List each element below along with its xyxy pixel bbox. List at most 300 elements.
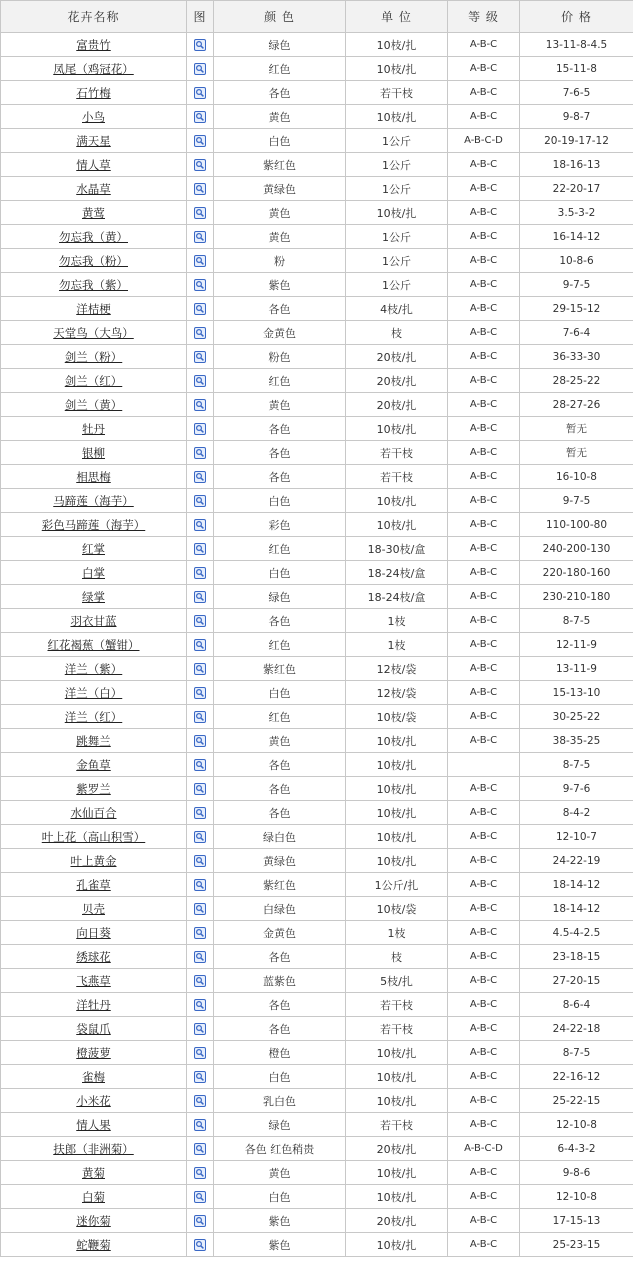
flower-name-link[interactable]: 洋兰（红）: [64, 709, 123, 724]
table-row: [1, 729, 633, 753]
unit-cell: 10枝/扎: [346, 57, 448, 81]
grade-cell: A-B-C: [448, 513, 520, 537]
image-cell: [187, 225, 214, 249]
flower-name-link[interactable]: 绣球花: [76, 949, 111, 964]
magnifier-icon[interactable]: [194, 663, 206, 675]
magnifier-icon[interactable]: [194, 351, 206, 363]
flower-name-link[interactable]: 飞燕草: [76, 973, 111, 988]
flower-name-link[interactable]: 迷你菊: [76, 1213, 111, 1228]
magnifier-icon[interactable]: [194, 303, 206, 315]
price-cell: 12-11-9: [520, 633, 633, 657]
unit-cell: 若干枝: [346, 441, 448, 465]
flower-name-cell: [1, 1113, 187, 1137]
flower-name-link[interactable]: 凤尾（鸡冠花）: [53, 61, 134, 76]
magnifier-icon[interactable]: [194, 951, 206, 963]
magnifier-icon[interactable]: [194, 1239, 206, 1251]
table-row: [1, 57, 633, 81]
magnifier-icon[interactable]: [194, 1047, 206, 1059]
color-cell: 绿色: [214, 1113, 346, 1137]
flower-name-link[interactable]: 黄莺: [82, 205, 105, 220]
image-cell: [187, 849, 214, 873]
flower-name-link[interactable]: 洋桔梗: [76, 301, 111, 316]
unit-cell: 10枝/扎: [346, 1041, 448, 1065]
price-cell: 7-6-4: [520, 321, 633, 345]
flower-name-cell: [1, 297, 187, 321]
flower-name-link[interactable]: 黄菊: [82, 1165, 105, 1180]
flower-name-cell: [1, 729, 187, 753]
flower-name-link[interactable]: 叶上花（高山积雪）: [41, 829, 146, 844]
image-cell: [187, 1185, 214, 1209]
table-row: [1, 489, 633, 513]
color-cell: 白色: [214, 561, 346, 585]
color-cell: 各色: [214, 609, 346, 633]
unit-cell: 20枝/扎: [346, 1209, 448, 1233]
image-cell: [187, 753, 214, 777]
color-cell: 黄色: [214, 201, 346, 225]
magnifier-icon[interactable]: [194, 87, 206, 99]
image-cell: [187, 489, 214, 513]
table-row: [1, 609, 633, 633]
unit-cell: 10枝/扎: [346, 777, 448, 801]
table-row: [1, 657, 633, 681]
magnifier-icon[interactable]: [194, 423, 206, 435]
price-cell: 24-22-19: [520, 849, 633, 873]
table-row: [1, 801, 633, 825]
flower-name-link[interactable]: 剑兰（粉）: [64, 349, 123, 364]
color-cell: 各色: [214, 81, 346, 105]
magnifier-icon[interactable]: [194, 735, 206, 747]
flower-name-link[interactable]: 紫罗兰: [76, 781, 111, 796]
flower-name-cell: [1, 57, 187, 81]
flower-name-cell: [1, 1089, 187, 1113]
flower-name-link[interactable]: 洋牡丹: [76, 997, 111, 1012]
image-cell: [187, 945, 214, 969]
price-cell: 12-10-8: [520, 1185, 633, 1209]
flower-name-cell: [1, 801, 187, 825]
flower-name-link[interactable]: 石竹梅: [76, 85, 111, 100]
table-row: [1, 273, 633, 297]
flower-name-link[interactable]: 袋鼠爪: [76, 1021, 111, 1036]
grade-cell: A-B-C: [448, 1113, 520, 1137]
price-cell: 12-10-7: [520, 825, 633, 849]
magnifier-icon[interactable]: [194, 39, 206, 51]
color-cell: 各色: [214, 465, 346, 489]
image-cell: [187, 57, 214, 81]
unit-cell: 枝: [346, 321, 448, 345]
image-cell: [187, 513, 214, 537]
price-cell: 暂无: [520, 417, 633, 441]
unit-cell: 5枝/扎: [346, 969, 448, 993]
grade-cell: A-B-C: [448, 1161, 520, 1185]
image-cell: [187, 129, 214, 153]
price-cell: 29-15-12: [520, 297, 633, 321]
image-cell: [187, 825, 214, 849]
magnifier-icon[interactable]: [194, 783, 206, 795]
table-row: [1, 369, 633, 393]
flower-name-link[interactable]: 橙菠萝: [76, 1045, 111, 1060]
color-cell: 紫色: [214, 1209, 346, 1233]
flower-name-cell: [1, 1017, 187, 1041]
color-cell: 各色: [214, 417, 346, 441]
magnifier-icon[interactable]: [194, 1191, 206, 1203]
flower-name-cell: [1, 681, 187, 705]
magnifier-icon[interactable]: [194, 159, 206, 171]
price-cell: 22-16-12: [520, 1065, 633, 1089]
magnifier-icon[interactable]: [194, 807, 206, 819]
color-cell: 金黄色: [214, 921, 346, 945]
magnifier-icon[interactable]: [194, 375, 206, 387]
unit-cell: 1公斤: [346, 249, 448, 273]
table-row: [1, 201, 633, 225]
table-row: [1, 345, 633, 369]
flower-name-link[interactable]: 蛇鞭菊: [76, 1237, 111, 1252]
color-cell: 金黄色: [214, 321, 346, 345]
flower-name-cell: [1, 993, 187, 1017]
grade-cell: A-B-C: [448, 297, 520, 321]
image-cell: [187, 921, 214, 945]
grade-cell: A-B-C: [448, 729, 520, 753]
price-cell: 230-210-180: [520, 585, 633, 609]
flower-name-link[interactable]: 富贵竹: [76, 37, 111, 52]
table-row: [1, 105, 633, 129]
grade-cell: A-B-C: [448, 417, 520, 441]
flower-name-link[interactable]: 彩色马蹄莲（海芋）: [41, 517, 146, 532]
color-cell: 红色: [214, 537, 346, 561]
price-cell: 3.5-3-2: [520, 201, 633, 225]
flower-name-cell: [1, 393, 187, 417]
table-row: [1, 225, 633, 249]
color-cell: 红色: [214, 57, 346, 81]
grade-cell: A-B-C: [448, 633, 520, 657]
price-cell: 13-11-8-4.5: [520, 33, 633, 57]
flower-name-link[interactable]: 剑兰（红）: [64, 373, 123, 388]
image-cell: [187, 345, 214, 369]
grade-cell: A-B-C: [448, 249, 520, 273]
flower-name-cell: [1, 1137, 187, 1161]
flower-name-cell: [1, 201, 187, 225]
magnifier-icon[interactable]: [194, 255, 206, 267]
magnifier-icon[interactable]: [194, 1143, 206, 1155]
flower-name-link[interactable]: 扶郎（非洲菊）: [53, 1141, 134, 1156]
grade-cell: A-B-C: [448, 777, 520, 801]
unit-cell: 10枝/袋: [346, 897, 448, 921]
price-cell: 8-6-4: [520, 993, 633, 1017]
color-cell: 紫红色: [214, 873, 346, 897]
image-cell: [187, 297, 214, 321]
unit-cell: 10枝/扎: [346, 825, 448, 849]
grade-cell: A-B-C: [448, 561, 520, 585]
flower-name-cell: [1, 873, 187, 897]
image-cell: [187, 801, 214, 825]
color-cell: 白色: [214, 681, 346, 705]
flower-name-link[interactable]: 跳舞兰: [76, 733, 111, 748]
flower-name-cell: [1, 1041, 187, 1065]
color-cell: 各色: [214, 297, 346, 321]
image-cell: [187, 585, 214, 609]
flower-name-cell: [1, 153, 187, 177]
table-row: [1, 633, 633, 657]
price-cell: 18-14-12: [520, 873, 633, 897]
unit-cell: 10枝/扎: [346, 513, 448, 537]
flower-name-cell: [1, 249, 187, 273]
color-cell: 白色: [214, 1065, 346, 1089]
grade-cell: A-B-C: [448, 393, 520, 417]
flower-name-link[interactable]: 孔雀草: [76, 877, 111, 892]
table-row: [1, 753, 633, 777]
magnifier-icon[interactable]: [194, 975, 206, 987]
magnifier-icon[interactable]: [194, 279, 206, 291]
table-row: [1, 81, 633, 105]
flower-name-cell: [1, 81, 187, 105]
table-header-row: [1, 1, 633, 33]
image-cell: [187, 249, 214, 273]
price-cell: 17-15-13: [520, 1209, 633, 1233]
color-cell: 黄色: [214, 105, 346, 129]
flower-name-link[interactable]: 马蹄莲（海芋）: [53, 493, 134, 508]
flower-name-cell: [1, 1233, 187, 1257]
magnifier-icon[interactable]: [194, 1167, 206, 1179]
flower-name-link[interactable]: 向日葵: [76, 925, 111, 940]
table-row: [1, 1209, 633, 1233]
unit-cell: 12枝/袋: [346, 657, 448, 681]
magnifier-icon[interactable]: [194, 711, 206, 723]
table-row: [1, 777, 633, 801]
image-cell: [187, 153, 214, 177]
magnifier-icon[interactable]: [194, 471, 206, 483]
flower-name-link[interactable]: 白菊: [82, 1189, 105, 1204]
grade-cell: A-B-C: [448, 801, 520, 825]
table-row: [1, 33, 633, 57]
table-row: [1, 1041, 633, 1065]
flower-name-link[interactable]: 小米花: [76, 1093, 111, 1108]
magnifier-icon[interactable]: [194, 1119, 206, 1131]
unit-cell: 10枝/扎: [346, 1065, 448, 1089]
flower-name-cell: [1, 321, 187, 345]
price-cell: 23-18-15: [520, 945, 633, 969]
grade-cell: A-B-C: [448, 585, 520, 609]
grade-cell: A-B-C-D: [448, 1137, 520, 1161]
unit-cell: 1公斤: [346, 129, 448, 153]
flower-name-link[interactable]: 满天星: [76, 133, 111, 148]
price-cell: 18-14-12: [520, 897, 633, 921]
price-cell: 22-20-17: [520, 177, 633, 201]
magnifier-icon[interactable]: [194, 1095, 206, 1107]
table-row: [1, 873, 633, 897]
flower-name-link[interactable]: 水仙百合: [70, 805, 117, 820]
image-cell: [187, 441, 214, 465]
image-cell: [187, 777, 214, 801]
flower-name-cell: [1, 33, 187, 57]
grade-cell: A-B-C: [448, 705, 520, 729]
flower-name-cell: [1, 417, 187, 441]
price-cell: 8-7-5: [520, 1041, 633, 1065]
magnifier-icon[interactable]: [194, 1023, 206, 1035]
grade-cell: A-B-C: [448, 993, 520, 1017]
flower-name-link[interactable]: 勿忘我（紫）: [59, 277, 128, 292]
image-cell: [187, 705, 214, 729]
magnifier-icon[interactable]: [194, 447, 206, 459]
image-cell: [187, 1233, 214, 1257]
magnifier-icon[interactable]: [194, 111, 206, 123]
magnifier-icon[interactable]: [194, 999, 206, 1011]
color-cell: 各色 红色稍贵: [214, 1137, 346, 1161]
unit-cell: 1公斤: [346, 153, 448, 177]
grade-cell: A-B-C: [448, 105, 520, 129]
flower-name-link[interactable]: 雀梅: [82, 1069, 105, 1084]
price-cell: 4.5-4-2.5: [520, 921, 633, 945]
flower-name-link[interactable]: 相思梅: [76, 469, 111, 484]
magnifier-icon[interactable]: [194, 903, 206, 915]
flower-name-link[interactable]: 情人果: [76, 1117, 111, 1132]
flower-name-link[interactable]: 剑兰（黄）: [64, 397, 123, 412]
unit-cell: 10枝/扎: [346, 417, 448, 441]
grade-cell: A-B-C: [448, 609, 520, 633]
table-row: [1, 1065, 633, 1089]
price-cell: 18-16-13: [520, 153, 633, 177]
flower-name-link[interactable]: 金鱼草: [76, 757, 111, 772]
color-cell: 红色: [214, 705, 346, 729]
grade-cell: A-B-C: [448, 1017, 520, 1041]
magnifier-icon[interactable]: [194, 327, 206, 339]
image-cell: [187, 537, 214, 561]
magnifier-icon[interactable]: [194, 927, 206, 939]
table-row: [1, 849, 633, 873]
magnifier-icon[interactable]: [194, 495, 206, 507]
magnifier-icon[interactable]: [194, 519, 206, 531]
header-price: 价 格: [520, 1, 633, 33]
flower-name-cell: [1, 753, 187, 777]
flower-name-link[interactable]: 银柳: [82, 445, 105, 460]
magnifier-icon[interactable]: [194, 1215, 206, 1227]
price-cell: 6-4-3-2: [520, 1137, 633, 1161]
table-row: [1, 153, 633, 177]
unit-cell: 若干枝: [346, 465, 448, 489]
unit-cell: 若干枝: [346, 81, 448, 105]
price-cell: 24-22-18: [520, 1017, 633, 1041]
grade-cell: A-B-C: [448, 945, 520, 969]
price-cell: 9-7-5: [520, 489, 633, 513]
color-cell: 黄绿色: [214, 177, 346, 201]
image-cell: [187, 1113, 214, 1137]
magnifier-icon[interactable]: [194, 591, 206, 603]
table-row: [1, 297, 633, 321]
flower-name-cell: [1, 1065, 187, 1089]
color-cell: 黄色: [214, 225, 346, 249]
price-cell: 9-8-7: [520, 105, 633, 129]
flower-name-cell: [1, 825, 187, 849]
price-cell: 240-200-130: [520, 537, 633, 561]
unit-cell: 1公斤/扎: [346, 873, 448, 897]
magnifier-icon[interactable]: [194, 207, 206, 219]
image-cell: [187, 201, 214, 225]
unit-cell: 1公斤: [346, 225, 448, 249]
flower-name-cell: [1, 489, 187, 513]
magnifier-icon[interactable]: [194, 399, 206, 411]
magnifier-icon[interactable]: [194, 63, 206, 75]
flower-name-cell: [1, 585, 187, 609]
flower-name-link[interactable]: 牡丹: [82, 421, 105, 436]
image-cell: [187, 561, 214, 585]
magnifier-icon[interactable]: [194, 639, 206, 651]
magnifier-icon[interactable]: [194, 759, 206, 771]
magnifier-icon[interactable]: [194, 183, 206, 195]
price-cell: 220-180-160: [520, 561, 633, 585]
flower-name-link[interactable]: 红花褐蕉（蟹钳）: [47, 637, 140, 652]
table-row: [1, 417, 633, 441]
image-cell: [187, 993, 214, 1017]
table-row: [1, 1161, 633, 1185]
magnifier-icon[interactable]: [194, 231, 206, 243]
color-cell: 黄色: [214, 393, 346, 417]
image-cell: [187, 33, 214, 57]
magnifier-icon[interactable]: [194, 567, 206, 579]
flower-name-cell: [1, 129, 187, 153]
magnifier-icon[interactable]: [194, 855, 206, 867]
unit-cell: 10枝/扎: [346, 1185, 448, 1209]
flower-name-link[interactable]: 羽衣甘蓝: [70, 613, 117, 628]
flower-name-cell: [1, 345, 187, 369]
unit-cell: 1枝: [346, 633, 448, 657]
flower-name-link[interactable]: 红掌: [82, 541, 105, 556]
magnifier-icon[interactable]: [194, 831, 206, 843]
flower-name-link[interactable]: 小鸟: [82, 109, 105, 124]
image-cell: [187, 369, 214, 393]
flower-name-link[interactable]: 情人草: [76, 157, 111, 172]
flower-name-cell: [1, 945, 187, 969]
color-cell: 紫红色: [214, 657, 346, 681]
unit-cell: 20枝/扎: [346, 1137, 448, 1161]
magnifier-icon[interactable]: [194, 1071, 206, 1083]
flower-name-cell: [1, 537, 187, 561]
table-row: [1, 945, 633, 969]
color-cell: 白色: [214, 489, 346, 513]
image-cell: [187, 393, 214, 417]
unit-cell: 20枝/扎: [346, 345, 448, 369]
flower-name-link[interactable]: 贝壳: [82, 901, 105, 916]
flower-name-link[interactable]: 洋兰（紫）: [64, 661, 123, 676]
flower-name-cell: [1, 609, 187, 633]
magnifier-icon[interactable]: [194, 879, 206, 891]
flower-name-link[interactable]: 勿忘我（黄）: [59, 229, 128, 244]
unit-cell: 10枝/扎: [346, 105, 448, 129]
grade-cell: A-B-C: [448, 1209, 520, 1233]
flower-name-link[interactable]: 洋兰（白）: [64, 685, 123, 700]
unit-cell: 1枝: [346, 921, 448, 945]
magnifier-icon[interactable]: [194, 543, 206, 555]
flower-name-cell: [1, 225, 187, 249]
flower-name-cell: [1, 969, 187, 993]
flower-name-link[interactable]: 绿掌: [82, 589, 105, 604]
color-cell: 各色: [214, 1017, 346, 1041]
magnifier-icon[interactable]: [194, 615, 206, 627]
image-cell: [187, 657, 214, 681]
price-cell: 20-19-17-12: [520, 129, 633, 153]
flower-name-link[interactable]: 天堂鸟（大鸟）: [53, 325, 134, 340]
price-cell: 8-7-5: [520, 753, 633, 777]
table-row: [1, 825, 633, 849]
grade-cell: A-B-C: [448, 81, 520, 105]
flower-name-link[interactable]: 水晶草: [76, 181, 111, 196]
unit-cell: 10枝/扎: [346, 1089, 448, 1113]
flower-name-cell: [1, 777, 187, 801]
unit-cell: 20枝/扎: [346, 393, 448, 417]
flower-name-link[interactable]: 勿忘我（粉）: [59, 253, 128, 268]
flower-name-link[interactable]: 白掌: [82, 565, 105, 580]
magnifier-icon[interactable]: [194, 687, 206, 699]
flower-name-link[interactable]: 叶上黄金: [70, 853, 117, 868]
magnifier-icon[interactable]: [194, 135, 206, 147]
price-cell: 25-22-15: [520, 1089, 633, 1113]
